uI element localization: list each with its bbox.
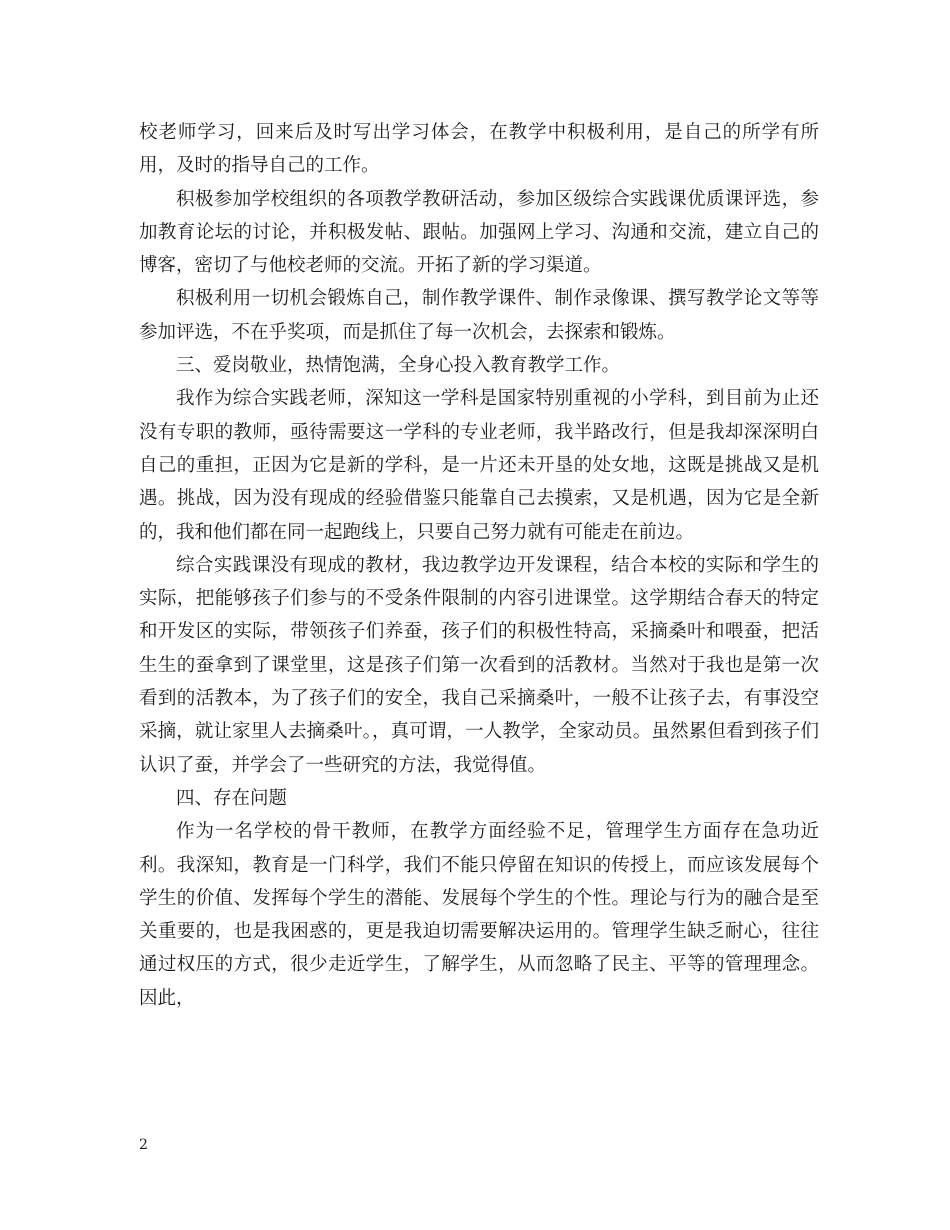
paragraph: 我作为综合实践老师，深知这一学科是国家特别重视的小学科，到目前为止还没有专职的教师，亟待需要这一学科的专业老师，我半路改行，但是我却深深明白自己的重担，正因为它是新的学科，是一片还未开垦的处女地，这既是挑战又是机遇。挑战，因为没有现成的经验借鉴只能靠自己去摸索，又是机遇，因为它是全新的，我和他们都在同一起跑线上，只要自己努力就有可能走在前边。 (139, 388, 819, 543)
paragraph: 积极参加学校组织的各项教学教研活动，参加区级综合实践课优质课评选，参加教育论坛的讨论，并积极发帖、跟帖。加强网上学习、沟通和交流，建立自己的博客，密切了与他校老师的交流。开拓了新的学习渠道。 (139, 188, 819, 277)
document-body (139, 116, 819, 1015)
paragraph: 作为一名学校的骨干教师，在教学方面经验不足，管理学生方面存在急功近利。我深知，教育是一门科学，我们不能只停留在知识的传授上，而应该发展每个学生的价值、发挥每个学生的潜能、发展每个学生的个性。理论与行为的融合是至关重要的，也是我困惑的，更是我迫切需要解决运用的。管理学生缺乏耐心，往往通过权压的方式，很少走近学生，了解学生，从而忽略了民主、平等的管理理念。因此， (139, 821, 819, 1009)
paragraph: 综合实践课没有现成的教材，我边教学边开发课程，结合本校的实际和学生的实际，把能够孩子们参与的不受条件限制的内容引进课堂。这学期结合春天的特定和开发区的实际，带领孩子们养蚕，孩子们的积极性特高，采摘桑叶和喂蚕，把活生生的蚕拿到了课堂里，这是孩子们第一次看到的活教材。当然对于我也是第一次看到的活教本，为了孩子们的安全，我自己采摘桑叶，一般不让孩子去，有事没空采摘，就让家里人去摘桑叶。，真可谓，一人教学，全家动员。虽然累但看到孩子们认识了蚕，并学会了一些研究的方法，我觉得值。 (139, 554, 819, 776)
section-heading: 四、存在问题 (176, 787, 288, 809)
page-number: 2 (139, 1137, 148, 1153)
paragraph: 积极利用一切机会锻炼自己，制作教学课件、制作录像课、撰写教学论文等等参加评选，不在乎奖项，而是抓住了每一次机会，去探索和锻炼。 (139, 288, 819, 343)
paragraph: 校老师学习，回来后及时写出学习体会，在教学中积极利用，是自己的所学有所用，及时的指导自己的工作。 (139, 122, 819, 177)
section-heading: 三、爱岗敬业，热情饱满，全身心投入教育教学工作。 (176, 355, 621, 377)
